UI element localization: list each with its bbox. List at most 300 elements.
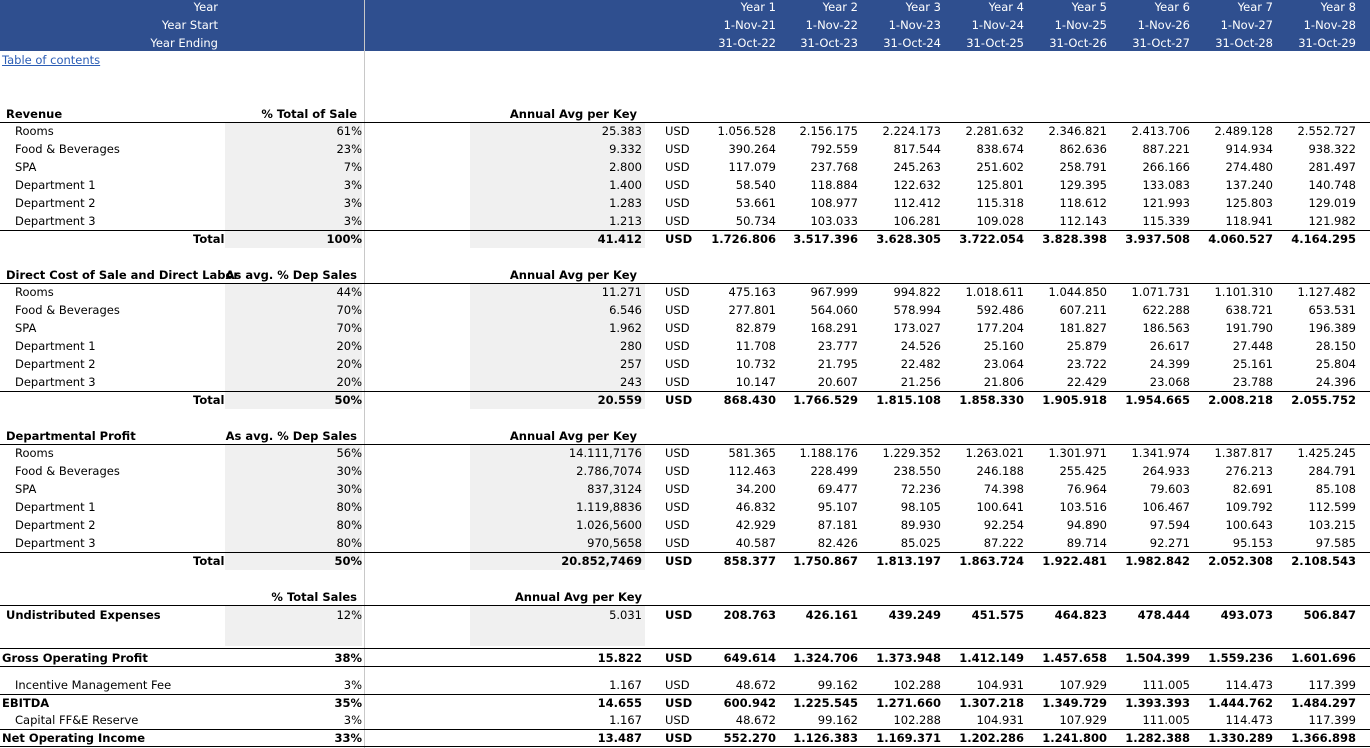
row-currency: USD <box>665 393 693 407</box>
year-1-value: 475.163 <box>728 285 776 299</box>
row-label: Food & Beverages <box>15 303 120 317</box>
year-3-value: 245.263 <box>893 160 941 174</box>
year-3-value: 85.025 <box>900 536 941 550</box>
year-4-value: 92.254 <box>983 518 1024 532</box>
year-6-value: 887.221 <box>1142 142 1190 156</box>
row-label: Department 1 <box>15 178 96 192</box>
header-end-5: 31-Oct-26 <box>1049 36 1107 50</box>
year-1-value: 48.672 <box>735 713 776 727</box>
year-1-value: 1.056.528 <box>717 124 776 138</box>
year-1-value: 11.708 <box>735 339 776 353</box>
year-8-value: 1.484.297 <box>1291 696 1356 710</box>
row-border <box>0 746 1370 747</box>
year-8-value: 2.552.727 <box>1297 124 1356 138</box>
year-3-value: 1.813.197 <box>876 554 941 568</box>
year-1-value: 42.929 <box>735 518 776 532</box>
year-7-value: 95.153 <box>1232 536 1273 550</box>
year-7-value: 493.073 <box>1220 608 1273 622</box>
year-5-value: 25.879 <box>1066 339 1107 353</box>
header-start-5: 1-Nov-25 <box>1054 18 1107 32</box>
year-8-value: 4.164.295 <box>1291 232 1356 246</box>
row-annual-avg: 2.800 <box>609 160 642 174</box>
row-percent: 80% <box>336 536 362 550</box>
year-6-value: 1.393.393 <box>1125 696 1190 710</box>
year-4-value: 251.602 <box>976 160 1024 174</box>
table-row <box>0 176 1370 194</box>
section-pct-header: As avg. % Dep Sales <box>225 429 357 443</box>
year-2-value: 95.107 <box>817 500 858 514</box>
undistributed-expenses-row <box>0 606 1370 624</box>
year-3-value: 1.229.352 <box>882 446 941 460</box>
year-1-value: 46.832 <box>735 500 776 514</box>
row-annual-avg: 15.822 <box>597 651 642 665</box>
year-2-value: 2.156.175 <box>799 124 858 138</box>
year-4-value: 838.674 <box>976 142 1024 156</box>
year-8-value: 129.019 <box>1308 196 1356 210</box>
year-5-value: 607.211 <box>1059 303 1107 317</box>
year-5-value: 107.929 <box>1059 678 1107 692</box>
year-4-value: 25.160 <box>983 339 1024 353</box>
section-pct-header: % Total of Sale <box>261 107 357 121</box>
row-label: Department 2 <box>15 196 96 210</box>
row-percent: 20% <box>336 357 362 371</box>
year-2-value: 87.181 <box>817 518 858 532</box>
year-7-value: 1.444.762 <box>1208 696 1273 710</box>
year-7-value: 4.060.527 <box>1208 232 1273 246</box>
year-2-value: 237.768 <box>810 160 858 174</box>
row-label: Department 1 <box>15 339 96 353</box>
year-8-value: 2.055.752 <box>1291 393 1356 407</box>
row-annual-avg: 11.271 <box>601 285 642 299</box>
year-7-value: 2.052.308 <box>1208 554 1273 568</box>
year-8-value: 103.215 <box>1308 518 1356 532</box>
year-7-value: 191.790 <box>1225 321 1273 335</box>
year-8-value: 117.399 <box>1308 678 1356 692</box>
header-start-8: 1-Nov-28 <box>1303 18 1356 32</box>
header-end-7: 31-Oct-28 <box>1215 36 1273 50</box>
row-annual-avg: 1.962 <box>609 321 642 335</box>
year-4-value: 1.863.724 <box>959 554 1024 568</box>
table-of-contents-link[interactable]: Table of contents <box>2 53 101 67</box>
year-4-value: 104.931 <box>976 713 1024 727</box>
year-1-value: 600.942 <box>723 696 776 710</box>
row-label: Total <box>193 554 225 568</box>
table-row <box>0 480 1370 498</box>
year-5-value: 22.429 <box>1066 375 1107 389</box>
row-percent: 100% <box>326 232 362 246</box>
year-2-value: 1.188.176 <box>799 446 858 460</box>
year-4-value: 100.641 <box>976 500 1024 514</box>
row-percent: 3% <box>343 196 362 210</box>
header-start-2: 1-Nov-22 <box>805 18 858 32</box>
year-2-value: 1.324.706 <box>793 651 858 665</box>
ebitda-row <box>0 694 1370 712</box>
year-6-value: 1.341.974 <box>1131 446 1190 460</box>
year-8-value: 1.366.898 <box>1291 731 1356 745</box>
section-title: Departmental Profit <box>6 429 136 443</box>
year-6-value: 26.617 <box>1149 339 1190 353</box>
row-label: Department 3 <box>15 375 96 389</box>
row-label: Rooms <box>15 446 54 460</box>
year-2-value: 426.161 <box>805 608 858 622</box>
year-4-value: 104.931 <box>976 678 1024 692</box>
year-1-value: 53.661 <box>735 196 776 210</box>
year-6-value: 1.982.842 <box>1125 554 1190 568</box>
table-row <box>0 122 1370 140</box>
year-2-value: 1.766.529 <box>793 393 858 407</box>
year-8-value: 28.150 <box>1315 339 1356 353</box>
header-year-6: Year 6 <box>1154 0 1190 14</box>
row-percent: 3% <box>343 214 362 228</box>
year-6-value: 478.444 <box>1137 608 1190 622</box>
row-percent: 50% <box>334 554 362 568</box>
row-annual-avg: 280 <box>620 339 642 353</box>
header-end-6: 31-Oct-27 <box>1132 36 1190 50</box>
row-annual-avg: 1.400 <box>609 178 642 192</box>
row-label: Rooms <box>15 285 54 299</box>
year-8-value: 1.127.482 <box>1297 285 1356 299</box>
year-3-value: 102.288 <box>893 713 941 727</box>
year-5-value: 2.346.821 <box>1048 124 1107 138</box>
year-8-value: 97.585 <box>1315 536 1356 550</box>
year-5-value: 1.457.658 <box>1042 651 1107 665</box>
row-currency: USD <box>665 375 690 389</box>
year-6-value: 3.937.508 <box>1125 232 1190 246</box>
year-6-value: 186.563 <box>1142 321 1190 335</box>
year-1-value: 50.734 <box>735 214 776 228</box>
row-percent: 30% <box>336 482 362 496</box>
year-8-value: 25.804 <box>1315 357 1356 371</box>
year-2-value: 967.999 <box>810 285 858 299</box>
row-label: SPA <box>15 482 37 496</box>
table-row <box>0 140 1370 158</box>
row-annual-avg: 14.111,7176 <box>568 446 642 460</box>
year-7-value: 114.473 <box>1225 678 1273 692</box>
year-7-value: 2.008.218 <box>1208 393 1273 407</box>
year-1-value: 390.264 <box>728 142 776 156</box>
year-1-value: 82.879 <box>735 321 776 335</box>
row-label: Department 2 <box>15 357 96 371</box>
row-currency: USD <box>665 518 690 532</box>
row-currency: USD <box>665 554 693 568</box>
year-7-value: 914.934 <box>1225 142 1273 156</box>
net-operating-income-row <box>0 729 1370 747</box>
capital-reserve-row <box>0 711 1370 729</box>
row-label: SPA <box>15 321 37 335</box>
year-3-value: 98.105 <box>900 500 941 514</box>
row-percent: 70% <box>336 321 362 335</box>
year-1-value: 40.587 <box>735 536 776 550</box>
year-5-value: 118.612 <box>1059 196 1107 210</box>
year-1-value: 1.726.806 <box>711 232 776 246</box>
row-label: Department 2 <box>15 518 96 532</box>
year-2-value: 564.060 <box>810 303 858 317</box>
year-1-value: 34.200 <box>735 482 776 496</box>
year-7-value: 109.792 <box>1225 500 1273 514</box>
row-percent: 50% <box>334 393 362 407</box>
year-7-value: 114.473 <box>1225 713 1273 727</box>
row-annual-avg: 1.213 <box>609 214 642 228</box>
year-8-value: 121.982 <box>1308 214 1356 228</box>
section-title: Direct Cost of Sale and Direct Labor <box>6 268 240 282</box>
row-currency: USD <box>665 285 690 299</box>
row-currency: USD <box>665 482 690 496</box>
row-currency: USD <box>665 678 690 692</box>
year-5-value: 464.823 <box>1054 608 1107 622</box>
row-currency: USD <box>665 446 690 460</box>
row-currency: USD <box>665 232 693 246</box>
table-row <box>0 337 1370 355</box>
year-7-value: 276.213 <box>1225 464 1273 478</box>
year-3-value: 1.271.660 <box>876 696 941 710</box>
year-8-value: 2.108.543 <box>1291 554 1356 568</box>
row-percent: 3% <box>343 678 362 692</box>
year-4-value: 23.064 <box>983 357 1024 371</box>
year-2-value: 99.162 <box>817 678 858 692</box>
year-2-value: 1.750.867 <box>793 554 858 568</box>
year-1-value: 10.147 <box>735 375 776 389</box>
year-7-value: 137.240 <box>1225 178 1273 192</box>
year-3-value: 72.236 <box>900 482 941 496</box>
year-6-value: 111.005 <box>1142 713 1190 727</box>
year-7-value: 1.387.817 <box>1214 446 1273 460</box>
row-label: Total <box>193 393 225 407</box>
year-5-value: 129.395 <box>1059 178 1107 192</box>
year-6-value: 1.954.665 <box>1125 393 1190 407</box>
header-label-start: Year Start <box>161 18 218 32</box>
header-start-1: 1-Nov-21 <box>723 18 776 32</box>
year-2-value: 228.499 <box>810 464 858 478</box>
year-8-value: 1.425.245 <box>1297 446 1356 460</box>
year-4-value: 21.806 <box>983 375 1024 389</box>
year-2-value: 21.795 <box>817 357 858 371</box>
year-4-value: 592.486 <box>976 303 1024 317</box>
year-4-value: 115.318 <box>976 196 1024 210</box>
row-currency: USD <box>665 196 690 210</box>
year-3-value: 3.628.305 <box>876 232 941 246</box>
section-avg-header: Annual Avg per Key <box>509 107 637 121</box>
header-end-3: 31-Oct-24 <box>883 36 941 50</box>
year-7-value: 118.941 <box>1225 214 1273 228</box>
year-2-value: 1.225.545 <box>793 696 858 710</box>
year-8-value: 1.601.696 <box>1291 651 1356 665</box>
header-bar <box>0 0 1370 51</box>
row-currency: USD <box>665 178 690 192</box>
year-3-value: 1.373.948 <box>876 651 941 665</box>
header-year-5: Year 5 <box>1071 0 1107 14</box>
year-5-value: 1.241.800 <box>1042 731 1107 745</box>
year-5-value: 89.714 <box>1066 536 1107 550</box>
row-annual-avg: 6.546 <box>609 303 642 317</box>
year-2-value: 108.977 <box>810 196 858 210</box>
row-annual-avg: 9.332 <box>609 142 642 156</box>
year-2-value: 103.033 <box>810 214 858 228</box>
row-currency: USD <box>665 651 693 665</box>
year-6-value: 2.413.706 <box>1131 124 1190 138</box>
total-row <box>0 552 1370 570</box>
year-5-value: 103.516 <box>1059 500 1107 514</box>
row-percent: 35% <box>334 696 362 710</box>
year-1-value: 858.377 <box>723 554 776 568</box>
section-avg-header: Annual Avg per Key <box>509 429 637 443</box>
row-label: Department 1 <box>15 500 96 514</box>
year-1-value: 277.801 <box>728 303 776 317</box>
table-row <box>0 498 1370 516</box>
year-4-value: 1.858.330 <box>959 393 1024 407</box>
year-1-value: 112.463 <box>728 464 776 478</box>
undistributed-pct-header: % Total Sales <box>271 590 357 604</box>
row-border <box>0 666 1370 667</box>
header-start-7: 1-Nov-27 <box>1220 18 1273 32</box>
year-7-value: 27.448 <box>1232 339 1273 353</box>
row-annual-avg: 1.283 <box>609 196 642 210</box>
row-annual-avg: 20.852,7469 <box>561 554 642 568</box>
header-start-4: 1-Nov-24 <box>971 18 1024 32</box>
row-percent: 80% <box>336 518 362 532</box>
header-end-8: 31-Oct-29 <box>1298 36 1356 50</box>
year-3-value: 24.526 <box>900 339 941 353</box>
year-4-value: 451.575 <box>971 608 1024 622</box>
row-currency: USD <box>665 214 690 228</box>
row-currency: USD <box>665 303 690 317</box>
row-percent: 80% <box>336 500 362 514</box>
table-row <box>0 301 1370 319</box>
year-2-value: 23.777 <box>817 339 858 353</box>
year-3-value: 89.930 <box>900 518 941 532</box>
year-6-value: 106.467 <box>1142 500 1190 514</box>
row-percent: 70% <box>336 303 362 317</box>
table-row <box>0 212 1370 230</box>
row-label: Undistributed Expenses <box>6 608 161 622</box>
table-row <box>0 516 1370 534</box>
year-5-value: 1.922.481 <box>1042 554 1107 568</box>
table-row <box>0 444 1370 462</box>
row-percent: 38% <box>334 651 362 665</box>
year-2-value: 792.559 <box>810 142 858 156</box>
year-7-value: 274.480 <box>1225 160 1273 174</box>
incentive-fee-row <box>0 676 1370 694</box>
year-4-value: 74.398 <box>983 482 1024 496</box>
year-3-value: 1.169.371 <box>876 731 941 745</box>
row-percent: 30% <box>336 464 362 478</box>
year-2-value: 20.607 <box>817 375 858 389</box>
row-currency: USD <box>665 124 690 138</box>
year-6-value: 24.399 <box>1149 357 1190 371</box>
row-annual-avg: 5.031 <box>609 608 642 622</box>
year-1-value: 48.672 <box>735 678 776 692</box>
year-1-value: 58.540 <box>735 178 776 192</box>
year-4-value: 2.281.632 <box>965 124 1024 138</box>
year-4-value: 1.018.611 <box>965 285 1024 299</box>
year-2-value: 118.884 <box>810 178 858 192</box>
row-currency: USD <box>665 357 690 371</box>
row-percent: 12% <box>336 608 362 622</box>
row-percent: 23% <box>336 142 362 156</box>
row-currency: USD <box>665 731 693 745</box>
header-start-3: 1-Nov-23 <box>888 18 941 32</box>
row-currency: USD <box>665 608 693 622</box>
header-start-6: 1-Nov-26 <box>1137 18 1190 32</box>
year-3-value: 102.288 <box>893 678 941 692</box>
year-8-value: 284.791 <box>1308 464 1356 478</box>
row-currency: USD <box>665 713 690 727</box>
year-3-value: 578.994 <box>893 303 941 317</box>
year-3-value: 1.815.108 <box>876 393 941 407</box>
row-label: EBITDA <box>2 696 50 710</box>
section-title: Revenue <box>6 107 63 121</box>
row-label: Department 3 <box>15 536 96 550</box>
year-1-value: 581.365 <box>728 446 776 460</box>
section-pct-header: As avg. % Dep Sales <box>225 268 357 282</box>
table-row <box>0 319 1370 337</box>
header-year-1: Year 1 <box>740 0 776 14</box>
year-2-value: 1.126.383 <box>793 731 858 745</box>
row-percent: 56% <box>336 446 362 460</box>
year-5-value: 112.143 <box>1059 214 1107 228</box>
row-annual-avg: 1.167 <box>609 678 642 692</box>
row-currency: USD <box>665 339 690 353</box>
header-year-7: Year 7 <box>1237 0 1273 14</box>
row-annual-avg: 41.412 <box>597 232 642 246</box>
year-8-value: 506.847 <box>1303 608 1356 622</box>
header-end-1: 31-Oct-22 <box>718 36 776 50</box>
row-annual-avg: 1.026,5600 <box>576 518 642 532</box>
row-annual-avg: 257 <box>620 357 642 371</box>
year-6-value: 79.603 <box>1149 482 1190 496</box>
year-6-value: 23.068 <box>1149 375 1190 389</box>
year-8-value: 140.748 <box>1308 178 1356 192</box>
row-annual-avg: 2.786,7074 <box>576 464 642 478</box>
row-percent: 33% <box>334 731 362 745</box>
year-7-value: 82.691 <box>1232 482 1273 496</box>
row-label: Rooms <box>15 124 54 138</box>
table-row <box>0 462 1370 480</box>
row-label: Food & Beverages <box>15 142 120 156</box>
row-label: Incentive Management Fee <box>15 678 172 692</box>
row-annual-avg: 13.487 <box>597 731 642 745</box>
table-row <box>0 283 1370 301</box>
row-currency: USD <box>665 464 690 478</box>
total-row <box>0 230 1370 248</box>
header-label-year: Year <box>193 0 218 14</box>
header-label-end: Year Ending <box>150 36 218 50</box>
year-4-value: 1.202.286 <box>959 731 1024 745</box>
year-1-value: 868.430 <box>723 393 776 407</box>
year-3-value: 2.224.173 <box>882 124 941 138</box>
header-year-3: Year 3 <box>905 0 941 14</box>
year-3-value: 994.822 <box>893 285 941 299</box>
header-year-4: Year 4 <box>988 0 1024 14</box>
row-annual-avg: 970,5658 <box>587 536 642 550</box>
year-5-value: 1.301.971 <box>1048 446 1107 460</box>
year-7-value: 100.643 <box>1225 518 1273 532</box>
year-5-value: 1.044.850 <box>1048 285 1107 299</box>
year-1-value: 649.614 <box>723 651 776 665</box>
year-4-value: 1.412.149 <box>959 651 1024 665</box>
year-5-value: 107.929 <box>1059 713 1107 727</box>
row-percent: 61% <box>336 124 362 138</box>
year-5-value: 23.722 <box>1066 357 1107 371</box>
year-6-value: 115.339 <box>1142 214 1190 228</box>
year-6-value: 97.594 <box>1149 518 1190 532</box>
year-5-value: 1.349.729 <box>1042 696 1107 710</box>
year-2-value: 82.426 <box>817 536 858 550</box>
row-label: Department 3 <box>15 214 96 228</box>
row-currency: USD <box>665 142 690 156</box>
year-4-value: 125.801 <box>976 178 1024 192</box>
year-8-value: 117.399 <box>1308 713 1356 727</box>
year-5-value: 181.827 <box>1059 321 1107 335</box>
